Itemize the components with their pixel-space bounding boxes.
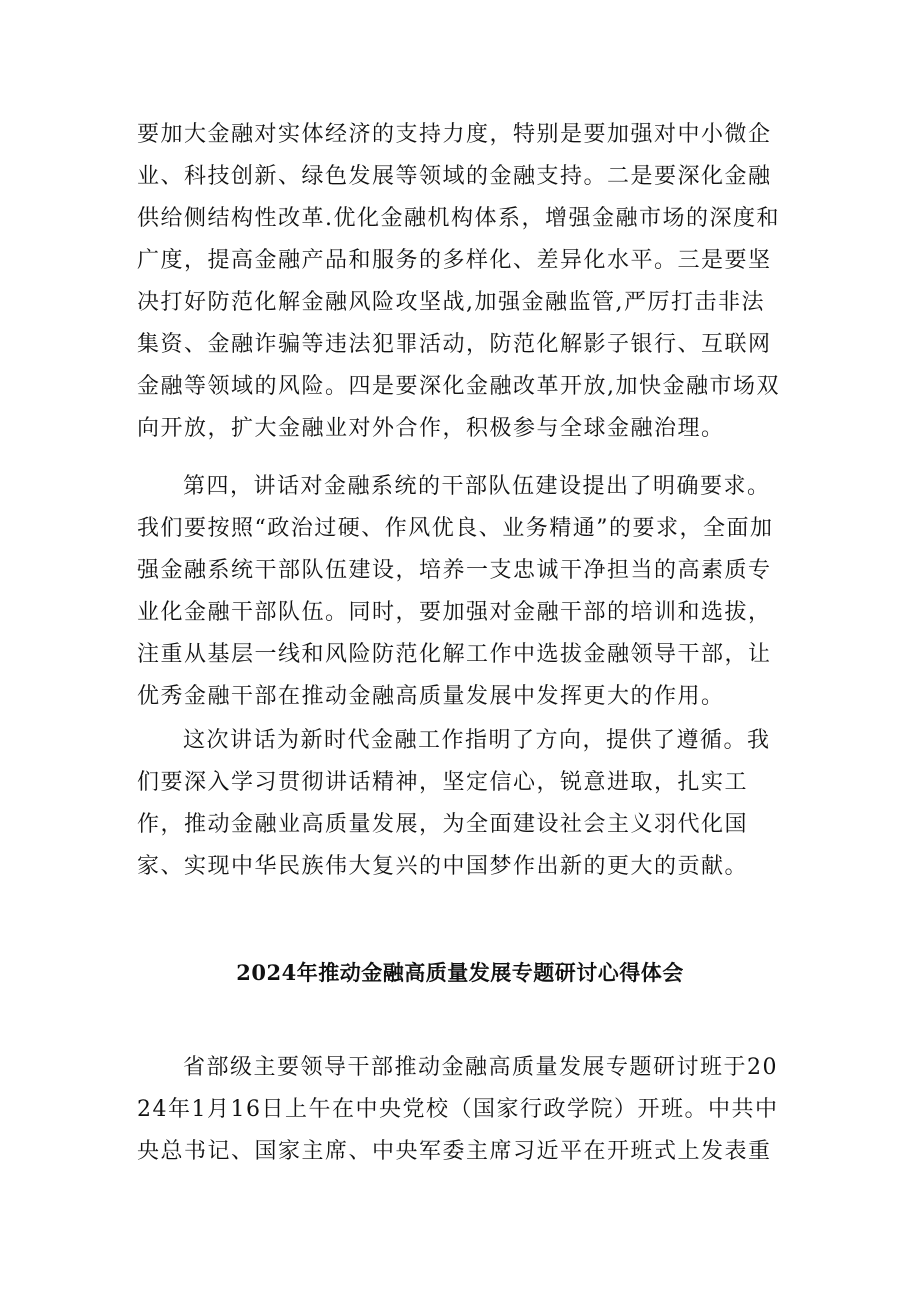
paragraph-text: 第四，讲话对金融系统的干部队伍建设提出了明确要求。我们要按照“政治过硬、作风优良、业务精通”的要求，全面加强金融系统干部队伍建设，培养一支忠诚干净担当的高素质专业化金融干部队伍。同时，要加强对金融干部的培训和选拔，注重从基层一线和风险防范化解工作中选拔金融领导干部，让优秀金融干部在推动金融高质量发展中发挥更大的作用。 xyxy=(137,474,774,709)
section-title: 2024年推动金融高质量发展专题研讨心得体会 xyxy=(236,960,684,985)
paragraph-text: 省部级主要领导干部推动金融高质量发展专题研讨班于2024年1月16日上午在中央党校（国家行政学院）开班。中共中央总书记、国家主席、中央军委主席习近平在开班式上发表重 xyxy=(137,1055,779,1164)
paragraph-text: 这次讲话为新时代金融工作指明了方向，提供了遵循。我们要深入学习贯彻讲话精神，坚定信心，锐意进取，扎实工作，推动金融业高质量发展，为全面建设社会主义羽代化国家、实现中华民族伟大复兴的中国梦作出新的更大的贡献。 xyxy=(137,728,771,879)
paragraph-continued xyxy=(137,114,787,474)
paragraph-text: 要加大金融对实体经济的支持力度，特别是要加强对中小微企业、科技创新、绿色发展等领域的金融支持。二是要深化金融供给侧结构性改革.优化金融机构体系，增强金融市场的深度和广度，提高金融产品和服务的多样化、差异化水平。三是要坚决打好防范化解金融风险攻坚战,加强金融监管,严厉打击非法集资、金融诈骗等违法犯罪活动，防范化解影子银行、互联网金融等领域的风险。四是要深化金融改革开放,加快金融市场双向开放，扩大金融业对外合作，积极参与全球金融治理。 xyxy=(137,122,780,441)
section-first-paragraph xyxy=(137,1047,787,1197)
paragraph-conclusion xyxy=(137,720,787,890)
paragraph-fourth-point xyxy=(137,466,787,716)
